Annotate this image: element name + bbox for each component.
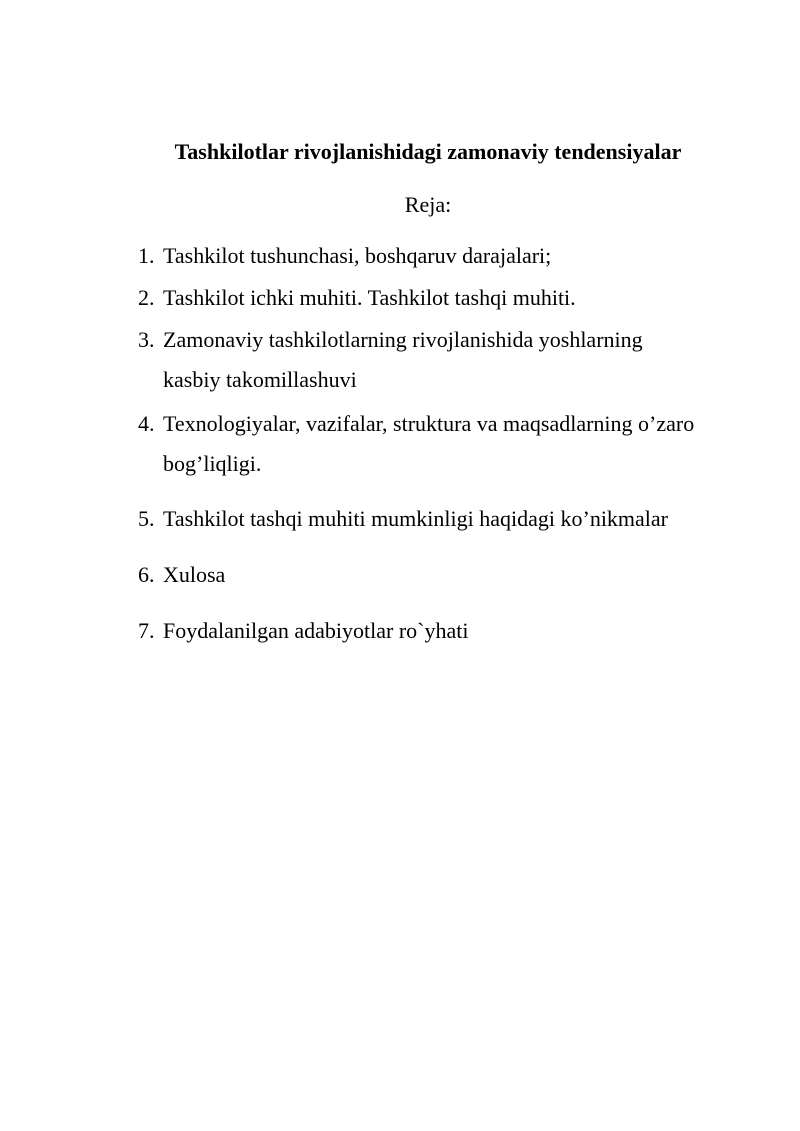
- plan-item-text: Texnologiyalar, vazifalar, struktura va maqsadlarning o’zaro bog’liqligi.: [163, 411, 695, 476]
- plan-item-text: Tashkilot tashqi muhiti mumkinligi haqidagi ko’nikmalar: [163, 506, 669, 531]
- plan-item: [138, 278, 778, 318]
- plan-item-number: 5.: [138, 506, 155, 531]
- plan-item-number: 1.: [138, 243, 155, 268]
- plan-item-number: 6.: [138, 562, 155, 587]
- plan-item-text: Tashkilot ichki muhiti. Tashkilot tashqi muhiti.: [163, 285, 576, 310]
- plan-item: [138, 404, 698, 484]
- plan-item-text: Zamonaviy tashkilotlarning rivojlanishida yoshlarning kasbiy takomillashuvi: [163, 327, 643, 392]
- plan-item-text: Tashkilot tushunchasi, boshqaruv darajalari;: [163, 243, 552, 268]
- plan-item-text: Xulosa: [163, 562, 226, 587]
- plan-item-number: 7.: [138, 618, 155, 643]
- plan-item-number: 3.: [138, 327, 155, 352]
- plan-item: [138, 555, 778, 595]
- document-title: Tashkilotlar rivojlanishidagi zamonaviy tendensiyalar: [174, 139, 682, 164]
- plan-item-number: 2.: [138, 285, 155, 310]
- plan-item-number: 4.: [138, 411, 155, 436]
- plan-item-text: Foydalanilgan adabiyotlar ro`yhati: [163, 618, 469, 643]
- plan-item: [138, 499, 778, 539]
- plan-item: [138, 320, 698, 400]
- plan-item: [138, 236, 778, 276]
- plan-heading: Reja:: [404, 192, 452, 217]
- plan-item: [138, 611, 778, 651]
